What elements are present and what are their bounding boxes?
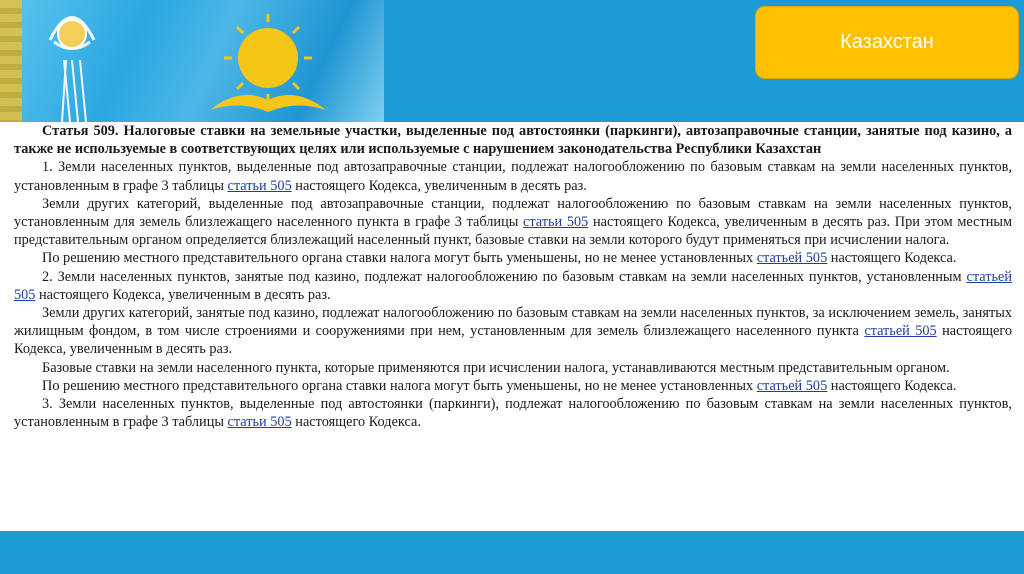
article-505-link[interactable]: статьи 505 [227, 177, 292, 194]
paragraph: Базовые ставки на земли населенного пункта, которые применяются при исчислении налога, устанавливаются местным представительным органом. [42, 359, 950, 376]
paragraph-text: 3. Земли населенных пунктов, выделенные под автостоянки (паркинги), подлежат налогообложению по базовым ставкам на земли населенных пунктов, установленным в графе 3 таблицы [14, 396, 1012, 431]
article-505-link[interactable]: статьи 505 [523, 214, 589, 231]
tower-sphere-icon [58, 20, 86, 48]
article-505-link[interactable]: статьей 505 [756, 250, 828, 267]
paragraph-text: Земли других категорий, занятые под казино, подлежат налогообложению по базовым ставкам на земли населенных пунктов, за исключением земель, занятых жилищным фондом, в том числе строениями и сооружениями при нем, установленным для земель близлежащего населенного пункта [14, 305, 1012, 340]
paragraph-text: настоящего Кодекса, увеличенным в десять раз. При этом местным представительным органом определяется близлежащий населенный пункт, базовые ставки на земли которого будут применяться при исчислении налога. [14, 214, 1012, 249]
article-text [14, 122, 1012, 431]
paragraph-text: настоящего Кодекса, увеличенным в десять раз. [35, 286, 331, 303]
paragraph [14, 377, 1012, 395]
paragraph-text: По решению местного представительного органа ставки налога могут быть уменьшены, но не менее установленных [42, 250, 757, 267]
article-505-link[interactable]: статьей 505 [864, 323, 937, 340]
flag-emblem-icon [0, 0, 384, 122]
paragraph [14, 304, 1012, 359]
article-title: Статья 509. Налоговые ставки на земельные участки, выделенные под автостоянки (паркинги), автозаправочные станции, занятые под казино, а также не используемые в соответствующих целях или используемые с нарушением законодательства Республики Казахстан [14, 123, 1012, 158]
paragraph [14, 249, 1012, 267]
country-badge [755, 6, 1019, 79]
paragraph-text: Земли других категорий, выделенные под автозаправочные станции, подлежат налогообложению по базовым ставкам на земли населенных пунктов, установленным для земель близлежащего населенного пункта в графе 3 таблицы [14, 195, 1012, 231]
document-page [8, 122, 1016, 574]
footer-bar [0, 531, 1024, 574]
article-505-link[interactable]: статьей 505 [14, 268, 1012, 303]
paragraph-text: настоящего Кодекса, увеличенным в десять раз. [14, 323, 1012, 358]
paragraph-text: настоящего Кодекса, увеличенным в десять раз. [291, 177, 587, 194]
paragraph [14, 158, 1012, 194]
paragraph-text: 2. Земли населенных пунктов, занятые под казино, подлежат налогообложению по базовым ставкам на земли населенных пунктов, установленным [42, 268, 967, 285]
paragraph-text: 1. Земли населенных пунктов, выделенные под автозаправочные станции, подлежат налогообложению по базовым ставкам на земли населенных пунктов, установленным в графе 3 таблицы [14, 159, 1012, 194]
kazakhstan-flag-image [0, 0, 384, 122]
paragraph-text: настоящего Кодекса. [291, 414, 421, 431]
paragraph-text: настоящего Кодекса. [827, 250, 957, 267]
sun-icon [224, 14, 312, 102]
article-505-link[interactable]: статьи 505 [227, 414, 292, 431]
paragraph-text: По решению местного представительного органа ставки налога могут быть уменьшены, но не менее установленных [42, 377, 757, 394]
paragraph [14, 395, 1012, 431]
country-badge-label: Казахстан [840, 31, 934, 53]
article-505-link[interactable]: статьей 505 [756, 377, 828, 394]
paragraph-text: настоящего Кодекса. [827, 377, 957, 394]
paragraph [14, 268, 1012, 304]
paragraph [14, 195, 1012, 250]
